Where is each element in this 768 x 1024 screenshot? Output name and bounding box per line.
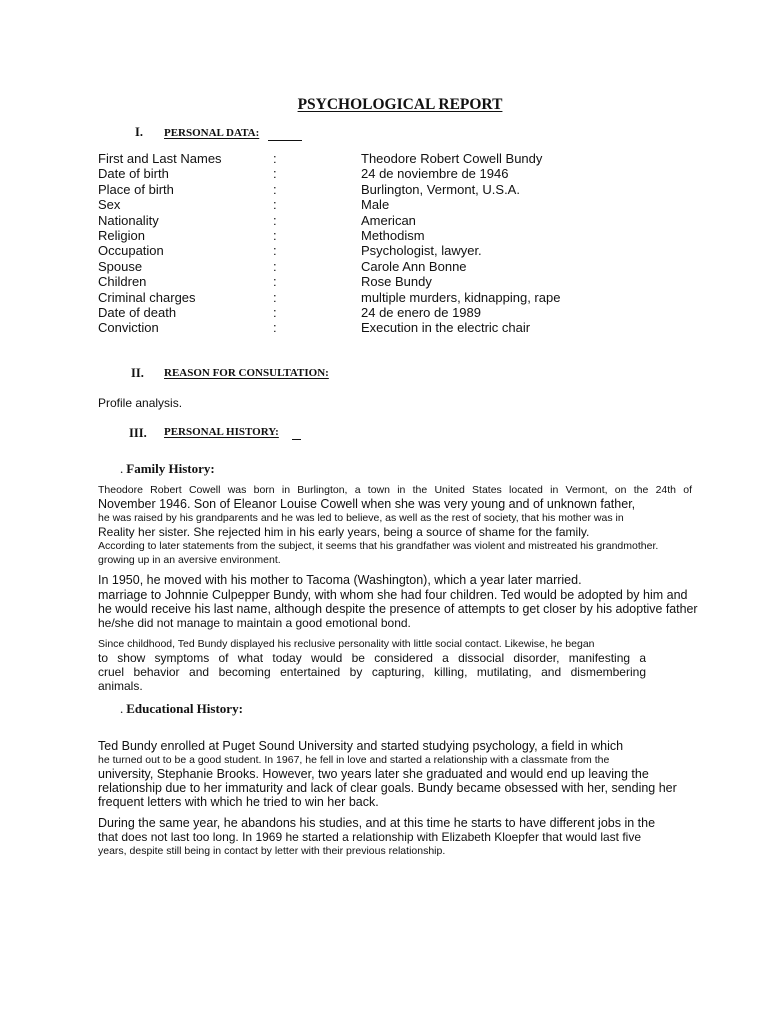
reason-text: Profile analysis. <box>98 396 183 410</box>
field-colon: : <box>273 228 277 243</box>
text-line: According to later statements from the subject, it seems that his grandfather was violent and mistreated his grandmother. <box>98 540 659 552</box>
text-line: relationship due to her immaturity and lack of clear goals. Bundy became obsessed with her, sending her <box>98 781 677 795</box>
field-colon: : <box>273 259 277 274</box>
text-line: cruel behavior and becoming entertained by capturing, killing, mutilating, and dismembering <box>98 665 646 679</box>
field-value: multiple murders, kidnapping, rape <box>361 290 561 305</box>
text-line: he turned out to be a good student. In 1967, he fell in love and started a relationship with a classmate from the <box>98 754 610 766</box>
text-line: that does not last too long. In 1969 he started a relationship with Elizabeth Kloepfer that would last five <box>98 830 642 844</box>
text-line: to show symptoms of what today would be considered a dissocial disorder, manifesting a <box>98 651 646 665</box>
text-line: he would receive his last name, although despite the presence of attempts to get closer by his adoptive father <box>98 602 698 616</box>
field-label: Criminal charges <box>98 290 196 305</box>
text-line: university, Stephanie Brooks. However, two years later she graduated and would end up leaving the <box>98 767 649 781</box>
section-number-reason: II. <box>131 366 144 380</box>
text-line: animals. <box>98 679 143 693</box>
field-value: Psychologist, lawyer. <box>361 243 482 258</box>
field-value: Male <box>361 197 390 212</box>
heading-underline <box>268 140 302 141</box>
bullet: . <box>120 461 124 476</box>
field-colon: : <box>273 151 277 166</box>
text-line: During the same year, he abandons his studies, and at this time he starts to have different jobs in the <box>98 816 656 830</box>
text-line: years, despite still being in contact by letter with their previous relationship. <box>98 845 446 857</box>
field-label: Children <box>98 274 147 289</box>
text-line: growing up in an aversive environment. <box>98 554 281 566</box>
field-label: Nationality <box>98 213 159 228</box>
field-value: Carole Ann Bonne <box>361 259 467 274</box>
field-colon: : <box>273 182 277 197</box>
text-line: frequent letters with which he tried to win her back. <box>98 795 379 809</box>
field-colon: : <box>273 166 277 181</box>
field-colon: : <box>273 320 277 335</box>
section-number-history: III. <box>129 426 147 440</box>
field-value: 24 de enero de 1989 <box>361 305 481 320</box>
field-label: Spouse <box>98 259 143 274</box>
subheading-text: Family History: <box>126 461 215 476</box>
field-label: Date of birth <box>98 166 169 181</box>
field-colon: : <box>273 305 277 320</box>
field-value: 24 de noviembre de 1946 <box>361 166 509 181</box>
field-colon: : <box>273 213 277 228</box>
field-colon: : <box>273 197 277 212</box>
text-line: Ted Bundy enrolled at Puget Sound University and started studying psychology, a field in which <box>98 739 624 753</box>
page-title: PSYCHOLOGICAL REPORT <box>297 96 503 113</box>
bullet: . <box>120 701 124 716</box>
field-label: Occupation <box>98 243 164 258</box>
field-label: Date of death <box>98 305 177 320</box>
field-value: Burlington, Vermont, U.S.A. <box>361 182 520 197</box>
field-label: Place of birth <box>98 182 174 197</box>
section-heading-reason: REASON FOR CONSULTATION: <box>164 367 329 379</box>
heading-underline <box>292 439 301 440</box>
field-value: Methodism <box>361 228 425 243</box>
field-value: Execution in the electric chair <box>361 320 531 335</box>
family-history-heading <box>120 461 215 477</box>
field-value: Theodore Robert Cowell Bundy <box>361 151 543 166</box>
field-label: First and Last Names <box>98 151 222 166</box>
field-value: Rose Bundy <box>361 274 432 289</box>
text-line: marriage to Johnnie Culpepper Bundy, with whom she had four children. Ted would be adopted by him and <box>98 588 688 602</box>
educational-history-heading <box>120 701 243 717</box>
text-line: In 1950, he moved with his mother to Tacoma (Washington), which a year later married. <box>98 573 582 587</box>
text-line: Since childhood, Ted Bundy displayed his reclusive personality with little social contact. Likewise, he began <box>98 638 595 650</box>
field-colon: : <box>273 274 277 289</box>
text-line: November 1946. Son of Eleanor Louise Cowell when she was very young and of unknown father, <box>98 497 636 511</box>
subheading-text: Educational History: <box>126 701 243 716</box>
section-heading-history: PERSONAL HISTORY: <box>164 426 279 438</box>
field-colon: : <box>273 243 277 258</box>
text-line: he/she did not manage to maintain a good emotional bond. <box>98 616 411 630</box>
field-label: Sex <box>98 197 121 212</box>
field-value: American <box>361 213 416 228</box>
text-line: Theodore Robert Cowell was born in Burlington, a town in the United States located in Vermont, on the 24th of <box>98 484 692 496</box>
section-number-personal-data: I. <box>135 125 143 139</box>
field-label: Religion <box>98 228 145 243</box>
text-line: Reality her sister. She rejected him in his early years, being a source of shame for the family. <box>98 525 590 539</box>
text-line: he was raised by his grandparents and he was led to believe, as well as the rest of society, that his mother was in <box>98 512 624 524</box>
field-colon: : <box>273 290 277 305</box>
field-label: Conviction <box>98 320 159 335</box>
section-heading-personal-data: PERSONAL DATA: <box>164 127 260 139</box>
